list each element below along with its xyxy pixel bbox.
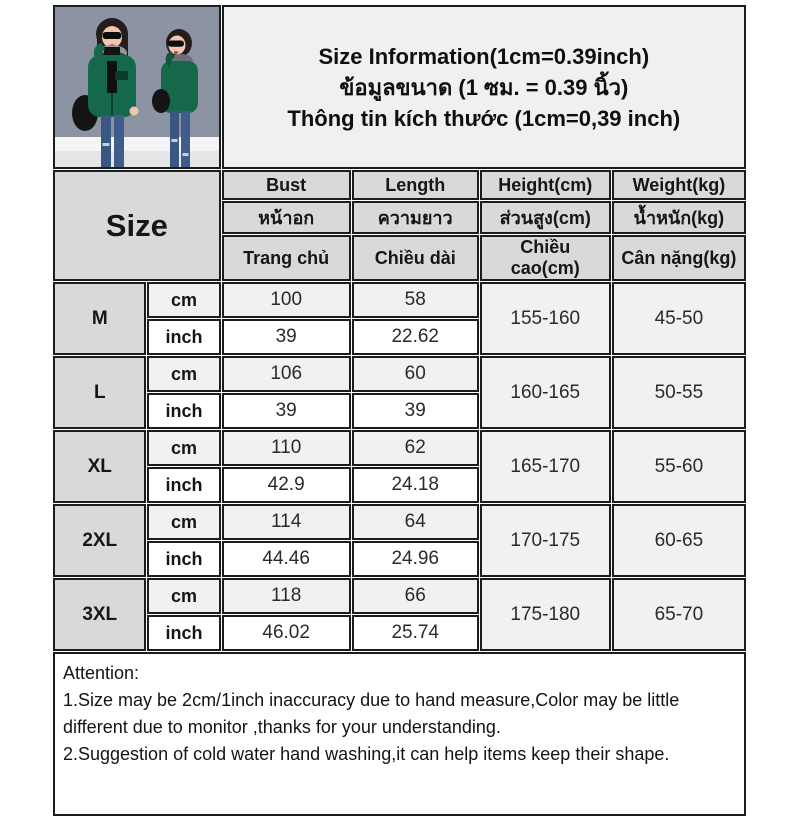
attention-heading: Attention: [63,663,140,683]
bust-inch-value: 39 [222,393,351,429]
sunglasses [168,41,184,47]
bust-cm-value: 110 [222,430,351,466]
height-value: 155-160 [480,282,611,355]
unit-inch: inch [147,615,220,651]
hand [130,107,139,116]
hip-bag [152,89,170,113]
header-weight-en: Weight(kg) [612,170,746,200]
size-label-2xl: 2XL [53,504,146,577]
chest-print [115,71,128,80]
lips [174,51,178,53]
header-length-en: Length [352,170,479,200]
bust-cm-value: 118 [222,578,351,614]
unit-inch: inch [147,393,220,429]
bust-inch-value: 42.9 [222,467,351,503]
height-value: 160-165 [480,356,611,429]
photo-floor [55,151,219,167]
header-height-vi: Chiều cao(cm) [480,235,611,281]
length-cm-value: 60 [352,356,479,392]
length-inch-value: 22.62 [352,319,479,355]
size-chart-sheet [52,4,747,817]
row-xl-cm [53,430,746,466]
bust-inch-value: 46.02 [222,615,351,651]
length-inch-value: 24.18 [352,467,479,503]
unit-cm: cm [147,504,220,540]
row-m-cm [53,282,746,318]
height-value: 165-170 [480,430,611,503]
product-photo [55,7,219,167]
row-3xl-cm [53,578,746,614]
weight-value: 45-50 [612,282,746,355]
title-block [226,41,742,134]
header-row-english [53,170,746,200]
bust-inch-value: 44.46 [222,541,351,577]
photo-baseboard [55,137,219,151]
unit-inch: inch [147,467,220,503]
attention-note-1: 1.Size may be 2cm/1inch inaccuracy due to hand measure,Color may be little different due to monitor ,thanks for your understanding. [63,690,680,737]
length-cm-value: 66 [352,578,479,614]
size-label-l: L [53,356,146,429]
length-cm-value: 58 [352,282,479,318]
sunglasses [103,32,122,39]
unit-cm: cm [147,356,220,392]
size-label-m: M [53,282,146,355]
size-table [52,4,747,817]
length-inch-value: 25.74 [352,615,479,651]
jeans-right [114,115,124,167]
bust-inch-value: 39 [222,319,351,355]
header-height-th: ส่วนสูง(cm) [480,201,611,234]
unit-cm: cm [147,282,220,318]
size-label-xl: XL [53,430,146,503]
title-line-english: Size Information(1cm=0.39inch) [318,43,650,69]
header-weight-vi: Cân nặng(kg) [612,235,746,281]
weight-value: 50-55 [612,356,746,429]
size-header-cell: Size [53,170,221,281]
bust-cm-value: 100 [222,282,351,318]
weight-value: 65-70 [612,578,746,651]
header-length-th: ความยาว [352,201,479,234]
attention-row [53,652,746,816]
unit-cm: cm [147,578,220,614]
length-inch-value: 24.96 [352,541,479,577]
length-cm-value: 62 [352,430,479,466]
jeans-left [101,115,111,167]
bust-cm-value: 106 [222,356,351,392]
row-2xl-cm [53,504,746,540]
length-cm-value: 64 [352,504,479,540]
header-weight-th: น้ำหนัก(kg) [612,201,746,234]
unit-cm: cm [147,430,220,466]
product-photo-cell [53,5,221,169]
title-cell [222,5,746,169]
size-label-3xl: 3XL [53,578,146,651]
title-line-vietnamese: Thông tin kích thước (1cm=0,39 inch) [287,105,681,131]
header-length-vi: Chiều dài [352,235,479,281]
header-bust-th: หน้าอก [222,201,351,234]
attention-box [53,652,746,816]
weight-value: 60-65 [612,504,746,577]
height-value: 170-175 [480,504,611,577]
attention-note-2: 2.Suggestion of cold water hand washing,it can help items keep their shape. [63,744,670,764]
header-bust-vi: Trang chủ [222,235,351,281]
title-line-thai: ข้อมูลขนาด (1 ซม. = 0.39 นิ้ว) [339,74,629,100]
weight-value: 55-60 [612,430,746,503]
height-value: 175-180 [480,578,611,651]
header-height-en: Height(cm) [480,170,611,200]
bust-cm-value: 114 [222,504,351,540]
header-bust-en: Bust [222,170,351,200]
unit-inch: inch [147,319,220,355]
length-inch-value: 39 [352,393,479,429]
unit-inch: inch [147,541,220,577]
top-row [53,5,746,169]
jeans-right [181,111,190,167]
row-l-cm [53,356,746,392]
